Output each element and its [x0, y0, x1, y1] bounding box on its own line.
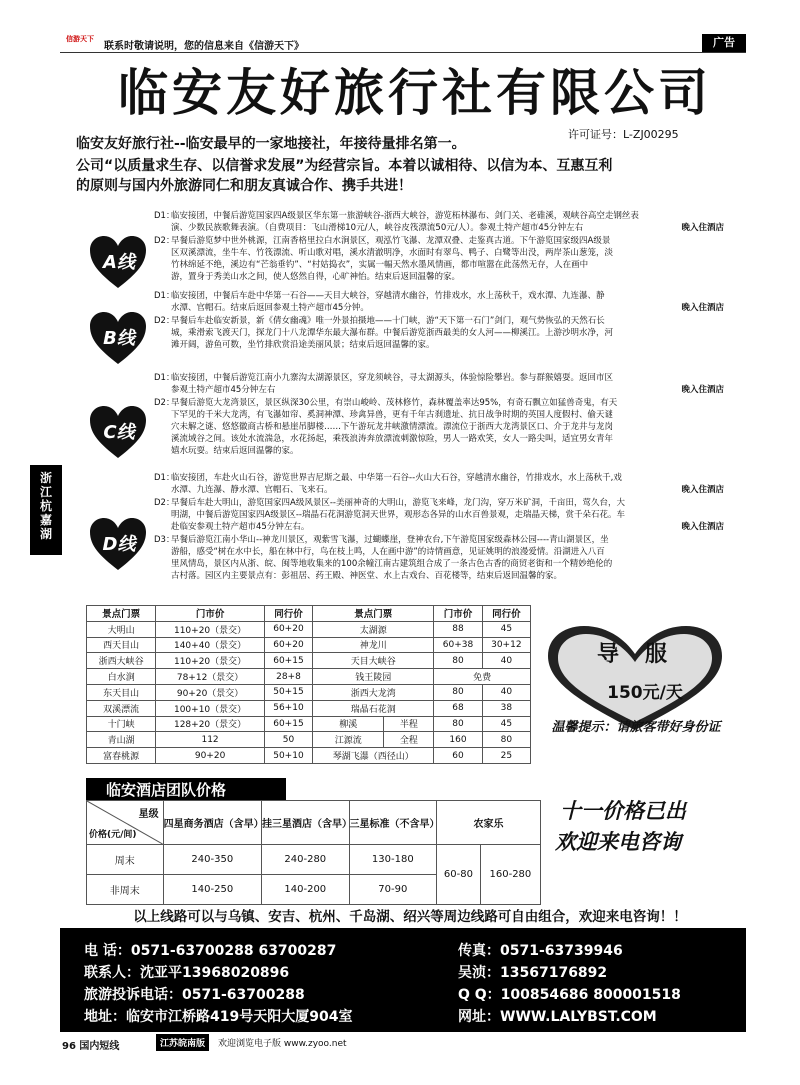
day-text: 临安接团，车赴火山石谷，游览世界吉尼斯之最、中华第一石谷--火山大石谷，穿越清水幽谷，竹排戏水，水上荡秋千,戏	[171, 473, 622, 483]
table-cell: 128+20（景交）	[156, 716, 265, 732]
contact-person: 联系人：沈亚平13968020896	[84, 965, 290, 981]
table-cell: 双溪漂流	[87, 700, 156, 716]
price-cell: 140-250	[163, 875, 261, 905]
contact-complaint: 旅游投诉电话：0571-63700288	[84, 987, 305, 1003]
day-line	[154, 484, 724, 496]
route-label: C线	[103, 422, 135, 443]
table-row	[87, 716, 531, 732]
day-line	[154, 315, 724, 327]
day-line	[154, 421, 724, 433]
page-number: 96 国内短线	[62, 1041, 120, 1052]
side-char: 嘉	[39, 513, 52, 527]
table-cell: 78+12（景交）	[156, 669, 265, 685]
day-line	[154, 445, 724, 457]
table-row	[87, 845, 541, 875]
table-cell: 50	[264, 732, 312, 748]
table-cell: 80	[482, 732, 530, 748]
day-line	[154, 534, 724, 546]
day-tag: D1：	[154, 373, 175, 383]
table-cell: 琴湖飞瀑（西径山）	[313, 748, 434, 764]
day-text: 早餐后游览江南小华山--神龙川景区，观紫雪飞瀑，过蝴蝶崖，登神农台,下午游览国家级森林公园----青山湖景区，坐	[171, 535, 609, 545]
table-cell: 56+10	[264, 700, 312, 716]
table-cell: 100+10（景交）	[156, 700, 265, 716]
table-header-row	[87, 606, 531, 622]
day-line	[154, 372, 724, 384]
price-cell: 130-180	[349, 845, 437, 875]
day-line	[154, 558, 724, 570]
day-text: 水潭、官帽石。结束后返回参观土特产超市45分钟。	[171, 303, 369, 313]
day-line	[154, 222, 724, 234]
route-day	[154, 210, 724, 234]
combo-note: 以上线路可以与乌镇、安吉、杭州、千岛湖、绍兴等周边线路可自由组合，欢迎来电咨询！！	[133, 909, 687, 925]
table-row	[87, 684, 531, 700]
day-line	[154, 302, 724, 314]
table-cell: 80	[434, 716, 482, 732]
route-day	[154, 472, 724, 496]
day-tag: D1：	[154, 291, 175, 301]
table-cell: 28+8	[264, 669, 312, 685]
brand-logo: 信游天下	[66, 35, 94, 43]
day-line	[154, 509, 724, 521]
table-cell: 60+15	[264, 653, 312, 669]
price-cell: 240-280	[262, 845, 350, 875]
day-text: 演、少数民族歌舞表演。（自费项目：飞山滑梯10元/人，峡谷皮筏漂流50元/人）。参观土特产超市45分钟左右	[171, 223, 584, 233]
day-text: 水潭、九连瀑、静水潭、官帽石、飞来石。	[171, 485, 333, 495]
day-tag: D2：	[154, 236, 175, 246]
day-line	[154, 433, 724, 445]
route-day	[154, 290, 724, 314]
day-text: 临安接团，中餐后游览国家四A级景区华东第一旅游峡谷-浙西大峡谷，游览柘林瀑布、剑门关、老碓溪，观峡谷高空走钢丝表	[171, 211, 639, 221]
route-day	[154, 497, 724, 533]
day-tag: D1：	[154, 211, 175, 221]
day-line	[154, 247, 724, 259]
table-cell: 60+20	[264, 637, 312, 653]
stay-note: 晚入住酒店	[681, 385, 724, 395]
hotel-col-3star-standard: 三星标准（不含早）	[349, 801, 437, 845]
hotel-corner-cell	[87, 801, 164, 845]
price-cell: 240-350	[163, 845, 261, 875]
guide-service-title: 导服	[596, 642, 693, 667]
day-text: 游，置身于秀美山水之间，使人悠然自得，心旷神怡。结束后返回温馨的家。	[171, 272, 461, 282]
stay-note: 晚入住酒店	[681, 522, 724, 532]
route-heart-4	[84, 508, 154, 574]
day-text: 穴未解之谜、悠悠徽商古桥和悬崖吊脚楼……下午游玩龙井峡激情漂流。漂流位于浙西大龙湾景区口、介于龙井与龙岗	[171, 422, 614, 432]
day-line	[154, 327, 724, 339]
table-cell: 60	[434, 748, 482, 764]
table-row	[87, 621, 531, 637]
stay-note: 晚入住酒店	[681, 223, 724, 233]
table-cell: 青山湖	[87, 732, 156, 748]
table-row	[87, 669, 531, 685]
route-label: D线	[102, 534, 136, 555]
table-cell: 全程	[384, 732, 434, 748]
price-cell: 140-200	[262, 875, 350, 905]
day-tag: D1：	[154, 473, 175, 483]
table-cell: 大明山	[87, 621, 156, 637]
table-cell: 富春桃源	[87, 748, 156, 764]
table-cell: 太湖源	[313, 621, 434, 637]
contact-qq: Q Q：100854686 800001518	[458, 987, 681, 1003]
table-cell: 112	[156, 732, 265, 748]
day-text: 里风情岛，景区内从浙、皖、闽等地收集来的100余幢江南古建筑组合成了一条古色古香的商贸老街和一个精妙绝伦的	[171, 559, 613, 569]
day-tag: D3：	[154, 535, 175, 545]
route-day	[154, 235, 724, 283]
table-cell: 60+15	[264, 716, 312, 732]
table-cell: 140+40（景交）	[156, 637, 265, 653]
day-tag: D2：	[154, 316, 175, 326]
route-heart-1	[84, 226, 154, 292]
table-cell: 45	[482, 621, 530, 637]
table-cell: 30+12	[482, 637, 530, 653]
table-row	[87, 700, 531, 716]
corner-top-label: 星级	[138, 809, 159, 820]
id-card-tip: 温馨提示：请旅客带好身份证	[551, 720, 721, 735]
table-cell: 80	[434, 653, 482, 669]
day-text: 临安接团，中餐后车赴中华第一石谷——天目大峡谷，穿越清水幽谷，竹排戏水，水上荡秋千，戏水潭、九连瀑、静	[171, 291, 605, 301]
day-line	[154, 271, 724, 283]
day-text: 明湖，中餐后游览国家四A级景区--瑞晶石花洞游览洞天世界，观形态各异的山水百兽景观，走瑞晶天梯，赏千朵石花。车	[171, 510, 625, 520]
table-cell: 60+20	[264, 621, 312, 637]
table-cell: 80	[434, 684, 482, 700]
table-cell: 浙西大峡谷	[87, 653, 156, 669]
table-cell: 45	[482, 716, 530, 732]
route-heart-3	[84, 396, 154, 462]
license-number: 许可证号：L-ZJ00295	[568, 128, 679, 141]
table-cell: 40	[482, 684, 530, 700]
table-cell: 天目大峡谷	[313, 653, 434, 669]
side-char: 湖	[39, 527, 52, 541]
day-line	[154, 290, 724, 302]
table-cell: 50+15	[264, 684, 312, 700]
source-notice: 联系时敬请说明，您的信息来自《信游天下》	[104, 41, 304, 52]
contact-wu: 吴浈：13567176892	[458, 965, 608, 981]
corner-bottom-label: 价格(元/间)	[89, 830, 137, 840]
day-tag: D2：	[154, 498, 175, 508]
row-label: 非周末	[87, 875, 164, 905]
hotel-col-3star-listed: 挂三星酒店（含早）	[262, 801, 350, 845]
table-cell: 160	[434, 732, 482, 748]
promo-price-ready: 十一价格已出	[560, 799, 686, 823]
farm-price-low: 60-80	[437, 845, 481, 905]
day-text: 下罕见的千米大龙湾，有飞瀑如帘、奚洞神潭、珍禽异兽，更有千年古刹遗址、抗日战争时期的英国人度假村、偷天谜	[171, 410, 614, 420]
day-line	[154, 235, 724, 247]
day-text: 古村落。园区内主要景点有：彭祖居、药王殿、神医堂、水上古戏台、百花楼等，结束后返回温馨的家。	[171, 571, 563, 581]
table-cell: 88	[434, 621, 482, 637]
table-cell: 瑞晶石花洞	[313, 700, 434, 716]
table-cell: 免费	[434, 669, 531, 685]
table-cell: 江源流	[313, 732, 384, 748]
day-line	[154, 210, 724, 222]
day-text: 滩开阔，游鱼可数，坐竹排欣赏沿途美丽风景；结束后返回温馨的家。	[171, 340, 435, 350]
table-cell: 浙西大龙湾	[313, 684, 434, 700]
route-label: A线	[103, 252, 135, 273]
route-day	[154, 315, 724, 351]
scenic-ticket-table	[86, 605, 531, 764]
table-cell: 东天目山	[87, 684, 156, 700]
table-cell: 柳溪	[313, 716, 384, 732]
side-char: 浙	[39, 471, 52, 485]
table-header: 门市价	[434, 606, 482, 622]
table-header: 景点门票	[87, 606, 156, 622]
ad-tag: 广告	[702, 34, 746, 52]
stay-note: 晚入住酒店	[681, 485, 724, 495]
hotel-col-farmhouse: 农家乐	[437, 801, 541, 845]
table-cell: 90+20（景交）	[156, 684, 265, 700]
day-text: 早餐后车赴临安新景，新《倩女幽魂》唯一外景拍摄地——十门峡，游“天下第一石门”剑门，观气势恢弘的天然石长	[171, 316, 605, 326]
contact-panel	[60, 928, 746, 1032]
table-cell: 西天目山	[87, 637, 156, 653]
day-text: 参观土特产超市45分钟左右	[171, 385, 276, 395]
promo-call-us: 欢迎来电咨询	[555, 830, 681, 854]
contact-website: 网址：WWW.LALYBST.COM	[458, 1009, 657, 1025]
table-cell: 68	[434, 700, 482, 716]
table-header: 门市价	[156, 606, 265, 622]
day-text: 城，乘滑索飞渡天门，探龙门十八龙潭华东最大瀑布群。中餐后游览浙西最美的女人河——柳溪江。上游沙明水净，河	[171, 328, 614, 338]
row-label: 周末	[87, 845, 164, 875]
day-text: 竹林绵延不绝，溪边有“芒翁垂钓”、“村姑捣衣”，实属一幅天然水墨风情画，都市喧嚣在此荡然无存，人在画中	[171, 260, 589, 270]
side-char: 杭	[39, 499, 52, 513]
price-cell: 70-90	[349, 875, 437, 905]
day-line	[154, 497, 724, 509]
route-day	[154, 534, 724, 582]
table-header: 景点门票	[313, 606, 434, 622]
day-text: 赴临安参观土特产超市45分钟左右。	[171, 522, 310, 532]
contact-phone: 电 话：0571-63700288 63700287	[84, 943, 337, 959]
table-cell: 110+20（景交）	[156, 621, 265, 637]
day-line	[154, 521, 724, 533]
table-row	[87, 748, 531, 764]
table-row	[87, 637, 531, 653]
table-cell: 90+20	[156, 748, 265, 764]
table-cell: 白水涧	[87, 669, 156, 685]
table-cell: 38	[482, 700, 530, 716]
edition-badge: 江苏皖南版	[156, 1034, 209, 1051]
table-cell: 钱王陵园	[313, 669, 434, 685]
day-text: 早餐后游览大龙湾景区，景区纵深30公里，有崇山峻岭、茂林修竹，森林覆盖率达95%，有奇石飘立如猛兽奇鬼，有天	[171, 398, 618, 408]
day-line	[154, 339, 724, 351]
intro-line-3: 的原则与国内外旅游同仁和朋友真诚合作、携手共进！	[76, 178, 412, 194]
day-line	[154, 397, 724, 409]
table-cell: 25	[482, 748, 530, 764]
table-cell: 50+10	[264, 748, 312, 764]
route-day	[154, 397, 724, 457]
day-line	[154, 546, 724, 558]
day-text: 游船，感受“树在水中长，船在林中行，鸟在枝上鸣，人在画中游”的诗情画意，见证姚明的浪漫爱情。沿湖进入八百	[171, 547, 605, 557]
day-text: 早餐后游览梦中世外桃源，江南香格里拉白水涧景区，观泓竹飞瀑、龙潭双叠、走鉴真古道。下午游览国家级四A级景	[171, 236, 611, 246]
day-text: 临安接团，中餐后游览江南小九寨沟太湖源景区，穿龙须峡谷，寻太湖源头，体验惊险攀岩。参与群猴嬉耍。返回市区	[171, 373, 614, 383]
intro-line-2: 公司“以质量求生存、以信誉求发展”为经营宗旨。本着以诚相待、以信为本、互惠互利	[76, 158, 613, 174]
table-cell: 神龙川	[313, 637, 434, 653]
table-cell: 110+20（景交）	[156, 653, 265, 669]
day-text: 嬉水玩耍。结束后返回温馨的家。	[171, 446, 299, 456]
day-text: 溪流域谷之间。该处水流湍急，水花扬起，乘筏浪涛奔放漂流刺激惊险，男人一路欢笑，女人一路尖叫，适宜男女青年	[171, 434, 614, 444]
day-line	[154, 570, 724, 582]
table-header: 同行价	[264, 606, 312, 622]
day-line	[154, 472, 724, 484]
guide-service-price: 150元/天	[607, 683, 683, 703]
hotel-price-table	[86, 800, 541, 905]
route-day	[154, 372, 724, 396]
table-cell: 60+38	[434, 637, 482, 653]
contact-address: 地址：临安市江桥路419号天阳大厦904室	[84, 1009, 353, 1025]
contact-fax: 传真：0571-63739946	[458, 943, 623, 959]
farm-price-high: 160-280	[480, 845, 540, 905]
day-line	[154, 384, 724, 396]
stay-note: 晚入住酒店	[681, 303, 724, 313]
table-cell: 十门峡	[87, 716, 156, 732]
day-line	[154, 259, 724, 271]
table-row	[87, 732, 531, 748]
day-tag: D2：	[154, 398, 175, 408]
day-line	[154, 409, 724, 421]
day-text: 区双溪漂流，坐牛车、竹筏漂流、听山歌对唱，溪水清澈明净，水面时有翠鸟、鸭子、白鹭等出没，两岸茶山葱笼，淡	[171, 248, 614, 258]
route-heart-2	[84, 302, 154, 368]
side-char: 江	[39, 485, 52, 499]
intro-line-1: 临安友好旅行社--临安最早的一家地接社，年接待量排名第一。	[76, 136, 466, 152]
table-header: 同行价	[482, 606, 530, 622]
region-side-tab	[30, 465, 62, 555]
table-cell: 40	[482, 653, 530, 669]
day-text: 早餐后车赴大明山，游览国家四A级风景区--美丽神奇的大明山，游览飞来峰，龙门沟，穿万米矿洞，千亩田，莺久台，大	[171, 498, 625, 508]
welcome-link[interactable]: 欢迎浏览电子版 www.zyoo.net	[218, 1039, 347, 1049]
route-label: B线	[103, 328, 135, 349]
hotel-price-title: 临安酒店团队价格	[106, 781, 227, 799]
company-title: 临安友好旅行社有限公司	[118, 64, 712, 122]
table-row	[87, 653, 531, 669]
hotel-col-4star: 四星商务酒店（含早）	[163, 801, 261, 845]
table-cell: 半程	[384, 716, 434, 732]
